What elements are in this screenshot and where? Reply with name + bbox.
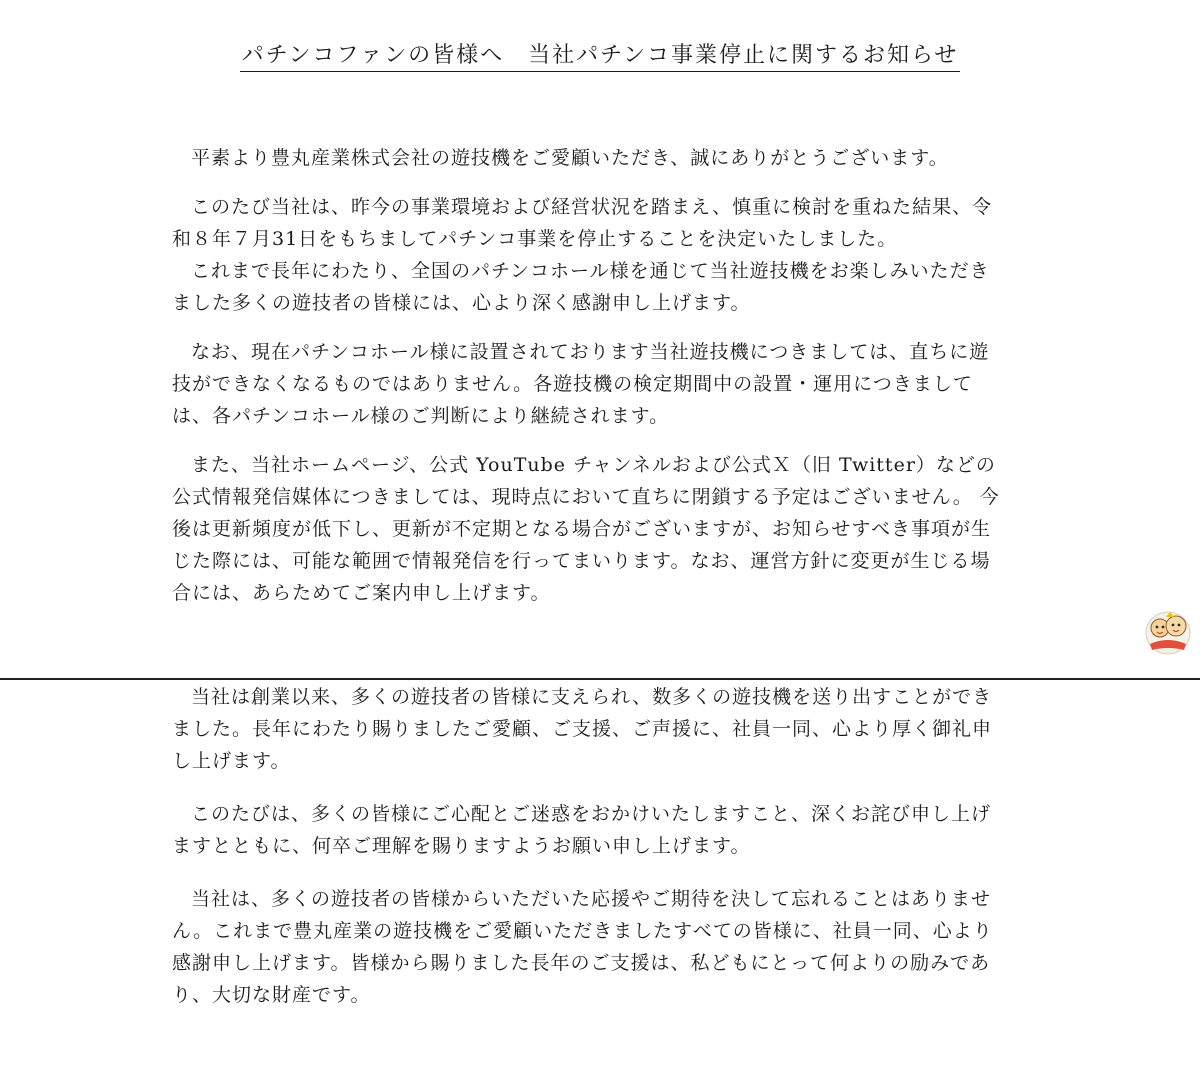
paragraph-thanks: これまで長年にわたり、全国のパチンコホール様を通じて当社遊技機をお楽しみいただきました多くの遊技者の皆様には、心より深く感謝申し上げます。 xyxy=(172,260,990,314)
paragraph-gratitude: 当社は創業以来、多くの遊技者の皆様に支えられ、数多くの遊技機を送り出すことができました。長年にわたり賜りましたご愛顧、ご支援、ご声援に、社員一同、心より厚く御礼申し上げます。 xyxy=(172,686,993,772)
notice-title xyxy=(0,40,1200,72)
notice-body-bottom xyxy=(172,681,1008,1032)
paragraph-decision: このたび当社は、昨今の事業環境および経営状況を踏まえ、慎重に検討を重ねた結果、令和８年７月31日をもちましてパチンコ事業を停止することを決定いたしました。 xyxy=(172,196,993,250)
paragraph-apology: このたびは、多くの皆様にご心配とご迷惑をおかけいたしますこと、深くお詫び申し上げますとともに、何卒ご理解を賜りますようお願い申し上げます。 xyxy=(172,803,992,857)
mascot-sticker-icon xyxy=(1144,606,1192,656)
paragraph-greeting: 平素より豊丸産業株式会社の遊技機をご愛顧いただき、誠にありがとうございます。 xyxy=(191,147,949,169)
notice-body-top xyxy=(172,142,1008,626)
paragraph-machines: なお、現在パチンコホール様に設置されております当社遊技機につきましては、直ちに遊技ができなくなるものではありません。各遊技機の検定期間中の設置・運用につきましては、各パチンコホール様のご判断により継続されます。 xyxy=(172,341,990,427)
paragraph-closing: 当社は、多くの遊技者の皆様からいただいた応援やご期待を決して忘れることはありません。これまで豊丸産業の遊技機をご愛顧いただきましたすべての皆様に、社員一同、心より感謝申し上げます。皆様から賜りました長年のご支援は、私どもにとって何よりの励みであり、大切な財産です。 xyxy=(172,888,993,1006)
notice-title-text: パチンコファンの皆様へ 当社パチンコ事業停止に関するお知らせ xyxy=(240,41,961,72)
page-divider xyxy=(0,678,1200,680)
paragraph-media: また、当社ホームページ、公式 YouTube チャンネルおよび公式Ｘ（旧 Twitter）などの公式情報発信媒体につきましては、現時点において直ちに閉鎖する予定はございません。 今後は更新頻度が低下し、更新が不定期となる場合がございますが、お知らせすべき事項が生じた際には、可能な範囲で情報発信を行ってまいります。なお、運営方針に変更が生じる場合には、あらためてご案内申し上げます。 xyxy=(172,454,1000,604)
